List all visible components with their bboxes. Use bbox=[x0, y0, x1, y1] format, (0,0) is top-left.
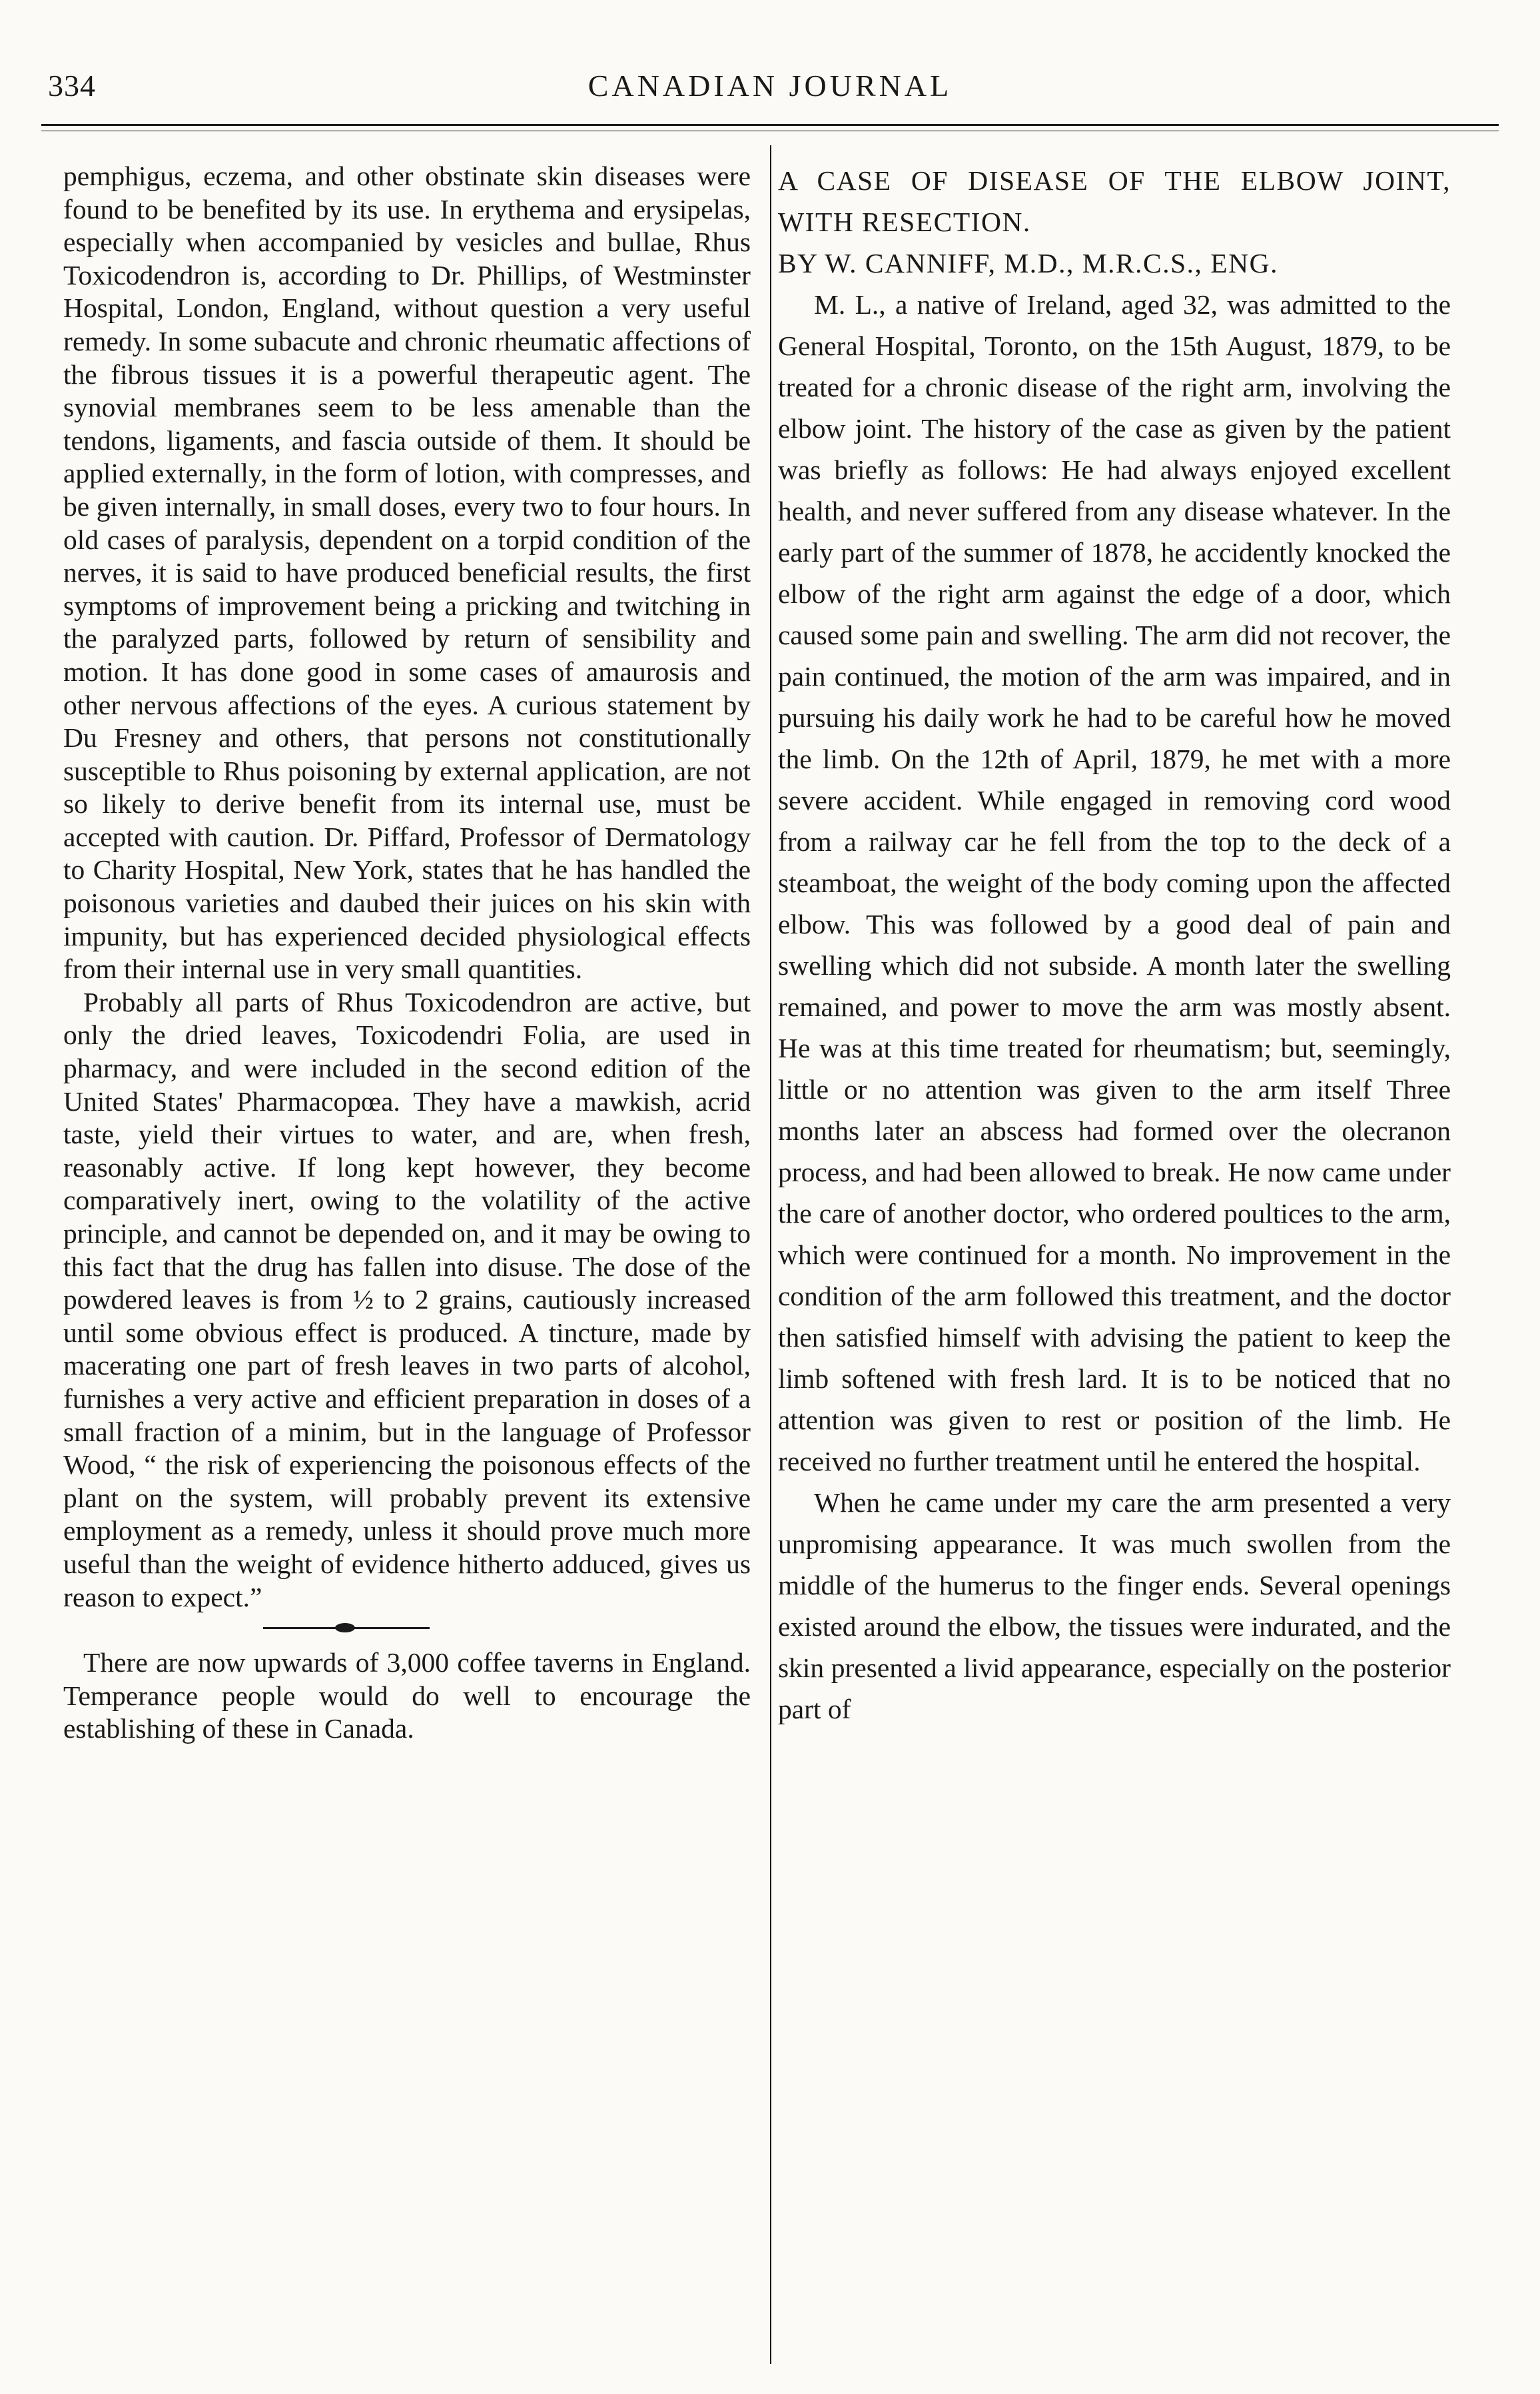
left-paragraph: There are now upwards of 3,000 coffee taverns in England. Temperance people would do well to encourage the establishing of these in Canada. bbox=[63, 1647, 751, 1744]
right-paragraph: When he came under my care the arm presented a very unpromising appearance. It was much swollen from the middle of the humerus to the finger ends. Several openings existed around the elbow, the tissues were indurated, and the skin presented a livid appearance, especially on the posterior part of bbox=[778, 1487, 1451, 1724]
left-paragraph: Probably all parts of Rhus Toxicodendron are active, but only the dried leaves, Toxicodendri Folia, are used in pharmacy, and were included in the second edition of the United States' Pharmacopœa. They have a mawkish, acrid taste, yield their virtues to water, and are, when fresh, reasonably active. If long kept however, they become comparatively inert, owing to the volatility of the active principle, and cannot be depended on, and it may be owing to this fact that the drug has fallen into disuse. The dose of the powdered leaves is from ½ to 2 grains, cautiously increased until some obvious effect is produced. A tincture, made by macerating one part of fresh leaves in two parts of alcohol, furnishes a very active and efficient preparation in doses of a small fraction of a minim, but in the language of Professor Wood, “ the risk of experiencing the poisonous effects of the plant on the system, will probably prevent its extensive employment as a remedy, unless it should prove much more useful than the weight of evidence hitherto adduced, gives us reason to expect.” bbox=[63, 986, 751, 1612]
left-column bbox=[63, 160, 751, 1746]
header-rule bbox=[41, 124, 1499, 126]
separator-ornament bbox=[335, 1623, 355, 1632]
running-head bbox=[41, 64, 1499, 112]
left-paragraph: pemphigus, eczema, and other obstinate skin diseases were found to be benefited by its use. In erythema and erysipelas, especially when accompanied by vesicles and bullae, Rhus Toxicodendron is, according to Dr. Phillips, of Westminster Hospital, London, England, without question a very useful remedy. In some subacute and chronic rheumatic affections of the fibrous tissues it is a powerful therapeutic agent. The synovial membranes seem to be less amenable than the tendons, ligaments, and fascia outside of them. It should be applied externally, in the form of lotion, with compresses, and be given internally, in small doses, every two to four hours. In old cases of paralysis, dependent on a torpid condition of the nerves, it is said to have produced beneficial results, the first symptoms of improvement being a pricking and twitching in the paralyzed parts, followed by return of sensibility and motion. It has done good in some cases of amaurosis and other nervous affections of the eyes. A curious statement by Du Fresney and others, that persons not constitutionally susceptible to Rhus poisoning by external application, are not so likely to derive benefit from its internal use, must be accepted with caution. Dr. Piffard, Professor of Dermatology to Charity Hospital, New York, states that he has handled the poisonous varieties and daubed their juices on his skin with impunity, but has experienced decided physiological effects from their internal use in very small quantities. bbox=[63, 161, 751, 985]
column-divider bbox=[770, 145, 771, 2364]
right-column bbox=[778, 160, 1451, 1730]
section-separator bbox=[263, 1627, 430, 1629]
article-byline: BY W. CANNIFF, M.D., M.R.C.S., ENG. bbox=[778, 248, 1278, 279]
article-title: A CASE OF DISEASE OF THE ELBOW JOINT, WITH RESECTION. bbox=[778, 165, 1451, 237]
right-paragraph: M. L., a native of Ireland, aged 32, was admitted to the General Hospital, Toronto, on the 15th August, 1879, to be treated for a chronic disease of the right arm, involving the elbow joint. The history of the case as given by the patient was briefly as follows: He had always enjoyed excellent health, and never suffered from any disease whatever. In the early part of the summer of 1878, he accidently knocked the elbow of the right arm against the edge of a door, which caused some pain and swelling. The arm did not recover, the pain continued, the motion of the arm was impaired, and in pursuing his daily work he had to be careful how he moved the limb. On the 12th of April, 1879, he met with a more severe accident. While engaged in removing cord wood from a railway car he fell from the top to the deck of a steamboat, the weight of the body coming upon the affected elbow. This was followed by a good deal of pain and swelling which did not subside. A month later the swelling remained, and power to move the arm was mostly absent. He was at this time treated for rheumatism; but, seemingly, little or no attention was given to the arm itself Three months later an abscess had formed over the olecranon process, and had been allowed to break. He now came under the care of another doctor, who ordered poultices to the arm, which were continued for a month. No improvement in the condition of the arm followed this treatment, and the doctor then satisfied himself with advising the patient to keep the limb softened with fresh lard. It is to be noticed that no attention was given to rest or position of the limb. He received no further treatment until he entered the hospital. bbox=[778, 289, 1451, 1477]
page-number: 334 bbox=[48, 69, 96, 103]
journal-title: CANADIAN JOURNAL bbox=[587, 69, 953, 103]
